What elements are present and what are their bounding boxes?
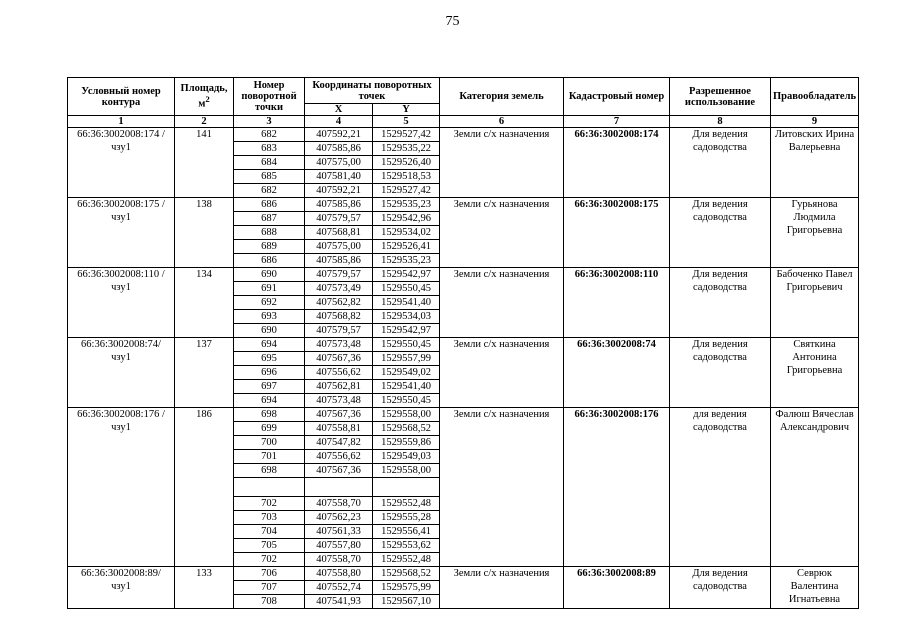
x-coordinate-cell: 407558,81 (305, 422, 373, 436)
y-coordinate-cell: 1529542,96 (373, 212, 440, 226)
y-coordinate-cell (373, 478, 440, 497)
x-coordinate-cell: 407558,70 (305, 497, 373, 511)
area-cell: 137 (175, 338, 234, 408)
table-row (68, 198, 859, 212)
point-number-cell: 690 (234, 324, 305, 338)
point-number-cell: 698 (234, 408, 305, 422)
point-number-cell: 705 (234, 539, 305, 553)
y-coordinate-cell: 1529526,41 (373, 240, 440, 254)
cadastral-number-cell: 66:36:3002008:89 (564, 567, 670, 609)
owner-cell: Гурьянова Людмила Григорьевна (771, 198, 859, 268)
point-number-cell: 686 (234, 254, 305, 268)
column-number-row (68, 116, 859, 128)
owner-cell: Бабоченко Павел Григорьевич (771, 268, 859, 338)
y-coordinate-cell: 1529527,42 (373, 128, 440, 142)
point-number-cell: 704 (234, 525, 305, 539)
x-coordinate-cell: 407579,57 (305, 324, 373, 338)
x-coordinate-cell: 407547,82 (305, 436, 373, 450)
cadastral-number-cell: 66:36:3002008:174 (564, 128, 670, 198)
x-coordinate-cell: 407568,81 (305, 226, 373, 240)
table-row (68, 567, 859, 581)
cadastral-number-cell: 66:36:3002008:176 (564, 408, 670, 567)
area-cell: 186 (175, 408, 234, 567)
table-row (68, 268, 859, 282)
y-coordinate-cell: 1529550,45 (373, 394, 440, 408)
land-category-cell: Земли с/х назначения (440, 567, 564, 609)
owner-cell: Севрюк Валентина Игнатьевна (771, 567, 859, 609)
land-category-cell: Земли с/х назначения (440, 338, 564, 408)
column-number: 5 (373, 116, 440, 128)
y-coordinate-cell: 1529550,45 (373, 338, 440, 352)
point-number-cell: 686 (234, 198, 305, 212)
permitted-use-cell: Для ведения садоводства (670, 338, 771, 408)
x-coordinate-cell: 407557,80 (305, 539, 373, 553)
y-coordinate-cell: 1529552,48 (373, 497, 440, 511)
y-coordinate-cell: 1529541,40 (373, 380, 440, 394)
point-number-cell: 685 (234, 170, 305, 184)
point-number-cell: 702 (234, 553, 305, 567)
y-coordinate-cell: 1529555,28 (373, 511, 440, 525)
y-coordinate-cell: 1529558,00 (373, 408, 440, 422)
x-coordinate-cell: 407585,86 (305, 198, 373, 212)
header-area: Площадь, $м^2$ (175, 78, 234, 116)
header-owner: Правообладатель (771, 78, 859, 116)
y-coordinate-cell: 1529535,23 (373, 198, 440, 212)
contour-number-cell: 66:36:3002008:89/ чзу1 (68, 567, 175, 609)
table-header (68, 78, 859, 128)
column-number: 6 (440, 116, 564, 128)
x-coordinate-cell: 407585,86 (305, 254, 373, 268)
x-coordinate-cell: 407556,62 (305, 366, 373, 380)
header-y: Y (373, 104, 440, 116)
x-coordinate-cell: 407581,40 (305, 170, 373, 184)
header-point-number: Номер поворотной точки (234, 78, 305, 116)
coordinates-table (67, 77, 859, 609)
x-coordinate-cell: 407567,36 (305, 352, 373, 366)
contour-number-cell: 66:36:3002008:174 /чзу1 (68, 128, 175, 198)
point-number-cell: 683 (234, 142, 305, 156)
point-number-cell: 698 (234, 464, 305, 478)
contour-number-cell: 66:36:3002008:110 /чзу1 (68, 268, 175, 338)
point-number-cell: 708 (234, 595, 305, 609)
contour-number-cell: 66:36:3002008:176 /чзу1 (68, 408, 175, 567)
column-number: 8 (670, 116, 771, 128)
x-coordinate-cell: 407556,62 (305, 450, 373, 464)
y-coordinate-cell: 1529542,97 (373, 324, 440, 338)
point-number-cell: 700 (234, 436, 305, 450)
owner-cell: Фалюш Вячеслав Александрович (771, 408, 859, 567)
x-coordinate-cell: 407561,33 (305, 525, 373, 539)
header-cadastral-number: Кадастровый номер (564, 78, 670, 116)
x-coordinate-cell: 407579,57 (305, 268, 373, 282)
land-category-cell: Земли с/х назначения (440, 408, 564, 567)
header-contour: Условный номер контура (68, 78, 175, 116)
x-coordinate-cell: 407568,82 (305, 310, 373, 324)
x-coordinate-cell: 407585,86 (305, 142, 373, 156)
point-number-cell: 688 (234, 226, 305, 240)
permitted-use-cell: Для ведения садоводства (670, 268, 771, 338)
x-coordinate-cell: 407562,81 (305, 380, 373, 394)
x-coordinate-cell: 407562,82 (305, 296, 373, 310)
x-coordinate-cell: 407573,48 (305, 394, 373, 408)
y-coordinate-cell: 1529549,03 (373, 450, 440, 464)
point-number-cell (234, 478, 305, 497)
y-coordinate-cell: 1529556,41 (373, 525, 440, 539)
y-coordinate-cell: 1529553,62 (373, 539, 440, 553)
table-row (68, 128, 859, 142)
permitted-use-cell: Для ведения садоводства (670, 198, 771, 268)
y-coordinate-cell: 1529567,10 (373, 595, 440, 609)
header-x: X (305, 104, 373, 116)
owner-cell: Святкина Антонина Григорьевна (771, 338, 859, 408)
x-coordinate-cell: 407552,74 (305, 581, 373, 595)
column-number: 1 (68, 116, 175, 128)
point-number-cell: 684 (234, 156, 305, 170)
point-number-cell: 687 (234, 212, 305, 226)
point-number-cell: 703 (234, 511, 305, 525)
permitted-use-cell: Для ведения садоводства (670, 128, 771, 198)
point-number-cell: 695 (234, 352, 305, 366)
y-coordinate-cell: 1529568,52 (373, 567, 440, 581)
y-coordinate-cell: 1529541,40 (373, 296, 440, 310)
column-number: 4 (305, 116, 373, 128)
x-coordinate-cell: 407592,21 (305, 128, 373, 142)
y-coordinate-cell: 1529542,97 (373, 268, 440, 282)
header-permitted-use: Разрешенное использование (670, 78, 771, 116)
land-category-cell: Земли с/х назначения (440, 268, 564, 338)
table-row (68, 338, 859, 352)
point-number-cell: 694 (234, 394, 305, 408)
x-coordinate-cell: 407573,48 (305, 338, 373, 352)
contour-number-cell: 66:36:3002008:74/ чзу1 (68, 338, 175, 408)
y-coordinate-cell: 1529575,99 (373, 581, 440, 595)
point-number-cell: 696 (234, 366, 305, 380)
y-coordinate-cell: 1529535,22 (373, 142, 440, 156)
point-number-cell: 701 (234, 450, 305, 464)
column-number: 2 (175, 116, 234, 128)
y-coordinate-cell: 1529534,02 (373, 226, 440, 240)
y-coordinate-cell: 1529526,40 (373, 156, 440, 170)
point-number-cell: 690 (234, 268, 305, 282)
y-coordinate-cell: 1529534,03 (373, 310, 440, 324)
x-coordinate-cell: 407573,49 (305, 282, 373, 296)
x-coordinate-cell: 407592,21 (305, 184, 373, 198)
point-number-cell: 691 (234, 282, 305, 296)
owner-cell: Литовских Ирина Валерьевна (771, 128, 859, 198)
point-number-cell: 702 (234, 497, 305, 511)
column-number: 3 (234, 116, 305, 128)
cadastral-number-cell: 66:36:3002008:175 (564, 198, 670, 268)
x-coordinate-cell (305, 478, 373, 497)
table-row (68, 408, 859, 422)
y-coordinate-cell: 1529550,45 (373, 282, 440, 296)
area-cell: 134 (175, 268, 234, 338)
y-coordinate-cell: 1529527,42 (373, 184, 440, 198)
point-number-cell: 697 (234, 380, 305, 394)
land-category-cell: Земли с/х назначения (440, 128, 564, 198)
permitted-use-cell: для ведения садоводства (670, 408, 771, 567)
x-coordinate-cell: 407562,23 (305, 511, 373, 525)
y-coordinate-cell: 1529558,00 (373, 464, 440, 478)
contour-number-cell: 66:36:3002008:175 /чзу1 (68, 198, 175, 268)
cadastral-number-cell: 66:36:3002008:110 (564, 268, 670, 338)
y-coordinate-cell: 1529552,48 (373, 553, 440, 567)
header-coordinates: Координаты поворотных точек (305, 78, 440, 104)
y-coordinate-cell: 1529518,53 (373, 170, 440, 184)
point-number-cell: 689 (234, 240, 305, 254)
table-body (68, 128, 859, 609)
point-number-cell: 682 (234, 128, 305, 142)
point-number-cell: 699 (234, 422, 305, 436)
x-coordinate-cell: 407579,57 (305, 212, 373, 226)
cadastral-number-cell: 66:36:3002008:74 (564, 338, 670, 408)
x-coordinate-cell: 407558,70 (305, 553, 373, 567)
point-number-cell: 694 (234, 338, 305, 352)
x-coordinate-cell: 407541,93 (305, 595, 373, 609)
permitted-use-cell: Для ведения садоводства (670, 567, 771, 609)
area-cell: 138 (175, 198, 234, 268)
y-coordinate-cell: 1529559,86 (373, 436, 440, 450)
x-coordinate-cell: 407558,80 (305, 567, 373, 581)
area-cell: 141 (175, 128, 234, 198)
x-coordinate-cell: 407567,36 (305, 408, 373, 422)
y-coordinate-cell: 1529549,02 (373, 366, 440, 380)
land-category-cell: Земли с/х назначения (440, 198, 564, 268)
header-land-category: Категория земель (440, 78, 564, 116)
column-number: 9 (771, 116, 859, 128)
point-number-cell: 682 (234, 184, 305, 198)
y-coordinate-cell: 1529535,23 (373, 254, 440, 268)
column-number: 7 (564, 116, 670, 128)
point-number-cell: 693 (234, 310, 305, 324)
x-coordinate-cell: 407575,00 (305, 240, 373, 254)
x-coordinate-cell: 407575,00 (305, 156, 373, 170)
y-coordinate-cell: 1529557,99 (373, 352, 440, 366)
point-number-cell: 707 (234, 581, 305, 595)
area-cell: 133 (175, 567, 234, 609)
point-number-cell: 706 (234, 567, 305, 581)
page-number: 75 (445, 14, 460, 29)
x-coordinate-cell: 407567,36 (305, 464, 373, 478)
point-number-cell: 692 (234, 296, 305, 310)
y-coordinate-cell: 1529568,52 (373, 422, 440, 436)
